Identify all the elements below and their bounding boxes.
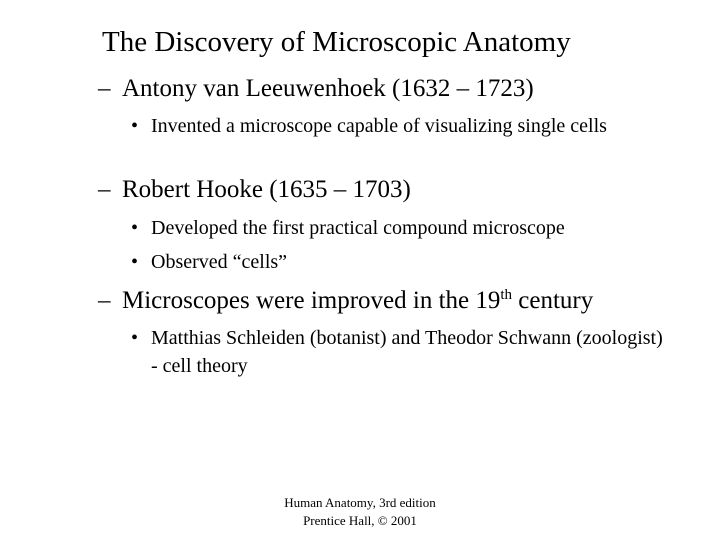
heading-leeuwenhoek <box>98 73 534 105</box>
bullet-text: Observed “cells” <box>151 251 288 273</box>
bullet-icon: • <box>131 217 139 239</box>
footer-line-publisher: Prentice Hall, © 2001 <box>303 513 417 528</box>
heading-hooke <box>98 174 411 206</box>
bullet-text: Matthias Schleiden (botanist) and Theodor Schwann (zoologist) - cell theory <box>151 327 673 377</box>
heading-text-prefix: Microscopes were improved in the 19 <box>122 287 501 314</box>
bullet-item <box>131 248 671 276</box>
bullet-text: Developed the first practical compound microscope <box>151 217 565 239</box>
dash-marker: – <box>98 176 111 203</box>
heading-text: Robert Hooke (1635 – 1703) <box>122 176 411 203</box>
footer-line-edition: Human Anatomy, 3rd edition <box>284 495 436 510</box>
bullet-icon: • <box>131 327 139 349</box>
bullet-item <box>131 324 671 380</box>
bullet-item <box>131 112 671 140</box>
heading-text: Antony van Leeuwenhoek (1632 – 1723) <box>122 75 534 102</box>
bullet-icon: • <box>131 115 139 137</box>
heading-superscript: th <box>500 287 513 303</box>
bullet-text: Invented a microscope capable of visualizing single cells <box>151 115 607 137</box>
bullet-item <box>131 214 671 242</box>
dash-marker: – <box>98 287 111 314</box>
heading-19th-century <box>98 285 593 317</box>
dash-marker: – <box>98 75 111 102</box>
bullet-icon: • <box>131 251 139 273</box>
footer-credit <box>0 494 720 530</box>
heading-text-suffix: century <box>512 287 594 314</box>
slide-title: The Discovery of Microscopic Anatomy <box>102 26 571 58</box>
